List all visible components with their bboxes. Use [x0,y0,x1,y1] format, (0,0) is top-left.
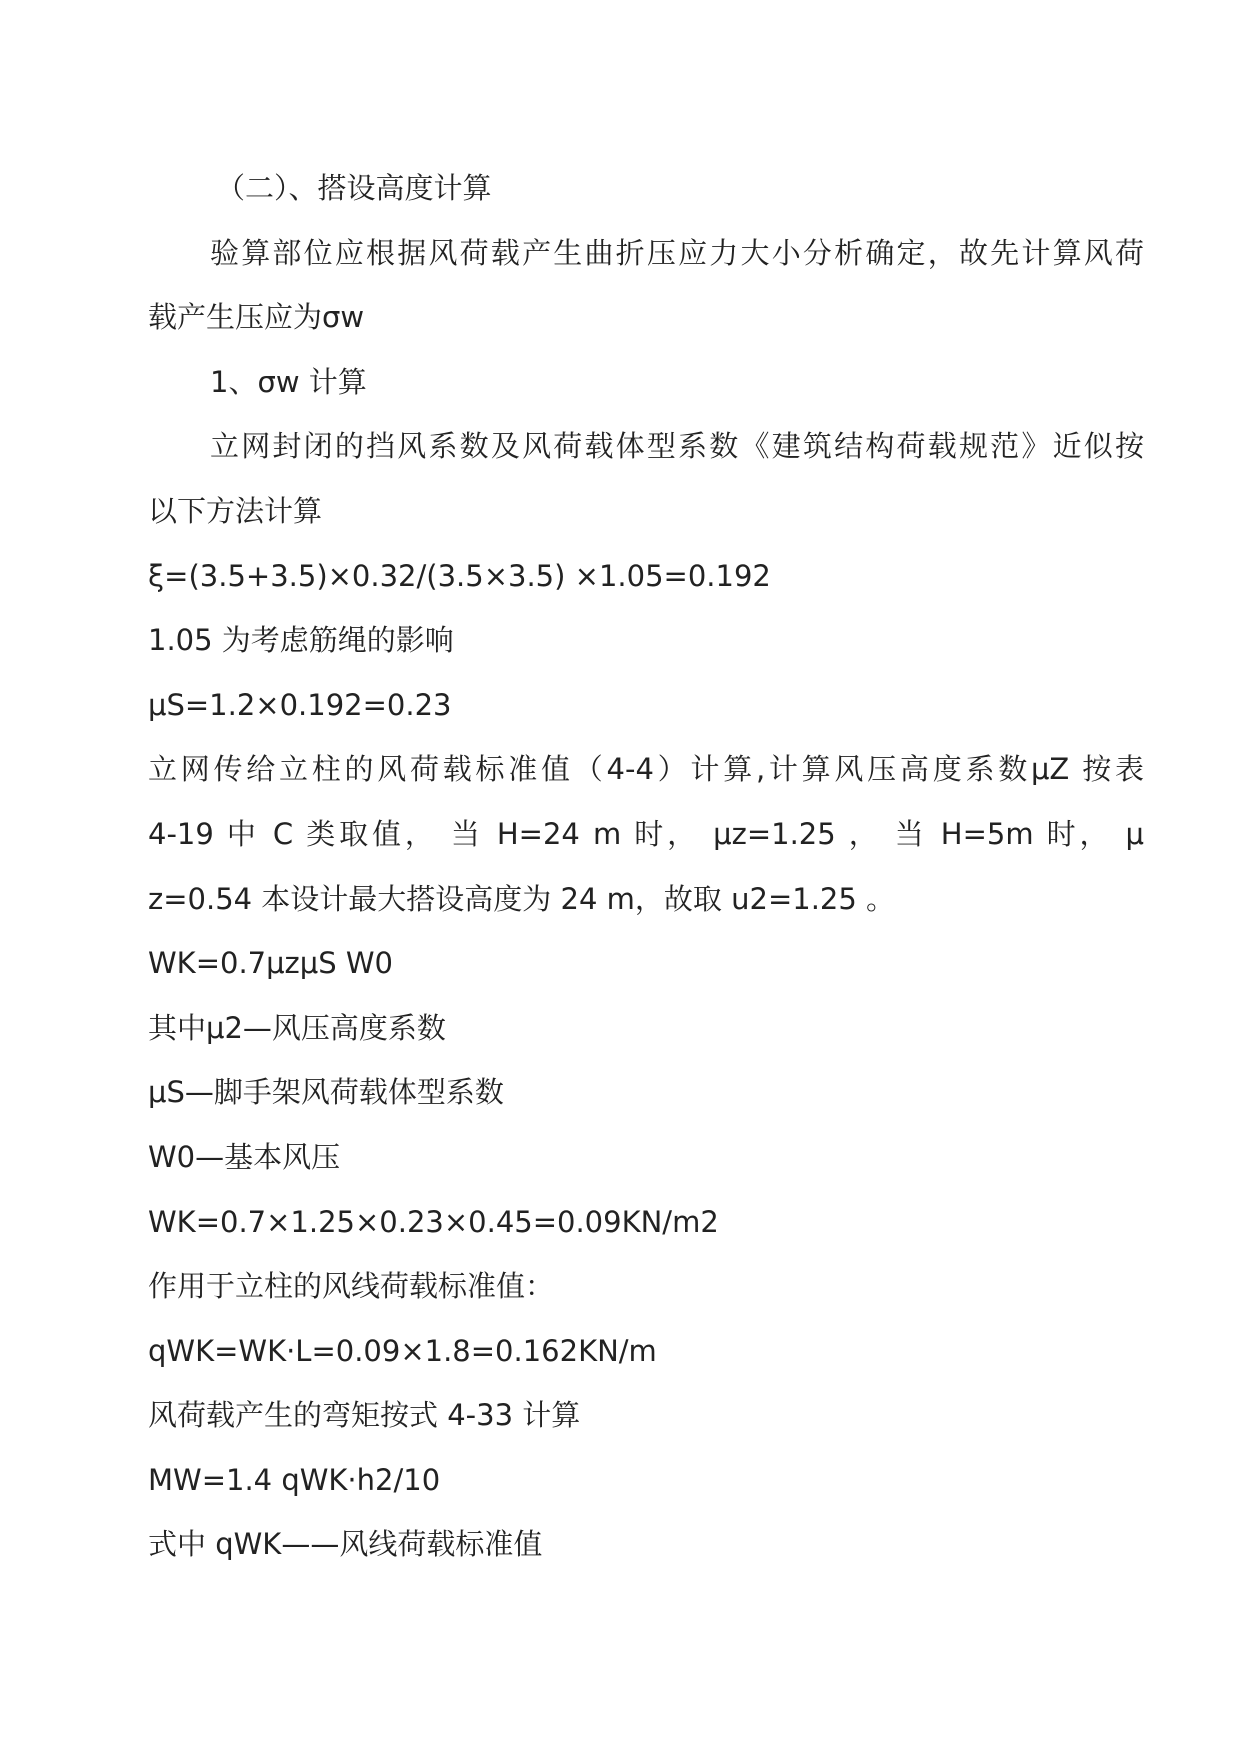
paragraph-line: 以下方法计算 [148,493,323,528]
paragraph-line: 1.05 为考虑筋绳的影响 [148,623,454,658]
formula-line: MW=1.4 qWK·h2/10 [148,1462,441,1497]
formula-line: WK=0.7μzμS W0 [148,946,393,981]
paragraph-line: 立网封闭的挡风系数及风荷载体型系数《建筑结构荷载规范》近似按 [210,429,1144,464]
formula-line: ξ=(3.5+3.5)×0.32/(3.5×3.5) ×1.05=0.192 [148,558,771,593]
formula-line: qWK=WK·L=0.09×1.8=0.162KN/m [148,1333,657,1368]
subsection-heading: 1、σw 计算 [210,364,367,399]
section-heading: （二）、搭设高度计算 [216,171,492,205]
paragraph-line: z=0.54 本设计最大搭设高度为 24 m，故取 u2=1.25 。 [148,881,896,916]
paragraph-line: 作用于立柱的风线荷载标准值： [148,1269,555,1304]
paragraph-line: 立网传给立柱的风荷载标准值（4-4）计算,计算风压高度系数μZ 按表 [148,752,1144,787]
paragraph-line: 风荷载产生的弯矩按式 4-33 计算 [148,1398,581,1433]
paragraph-line: 验算部位应根据风荷载产生曲折压应力大小分析确定，故先计算风荷 [210,235,1144,270]
paragraph-line: 载产生压应为σw [148,300,365,335]
formula-line: μS=1.2×0.192=0.23 [148,687,452,722]
definition-line: μS—脚手架风荷载体型系数 [148,1075,504,1110]
definition-line: W0—基本风压 [148,1139,341,1174]
formula-line: WK=0.7×1.25×0.23×0.45=0.09KN/m2 [148,1204,719,1239]
paragraph-line: 4-19 中 C 类取值， 当 H=24 m 时， μz=1.25 ， 当 H=5m 时， μ [148,816,1144,851]
definition-line: 其中μ2—风压高度系数 [148,1010,446,1045]
definition-line: 式中 qWK——风线荷载标准值 [148,1527,543,1562]
document-body [148,156,1144,1577]
